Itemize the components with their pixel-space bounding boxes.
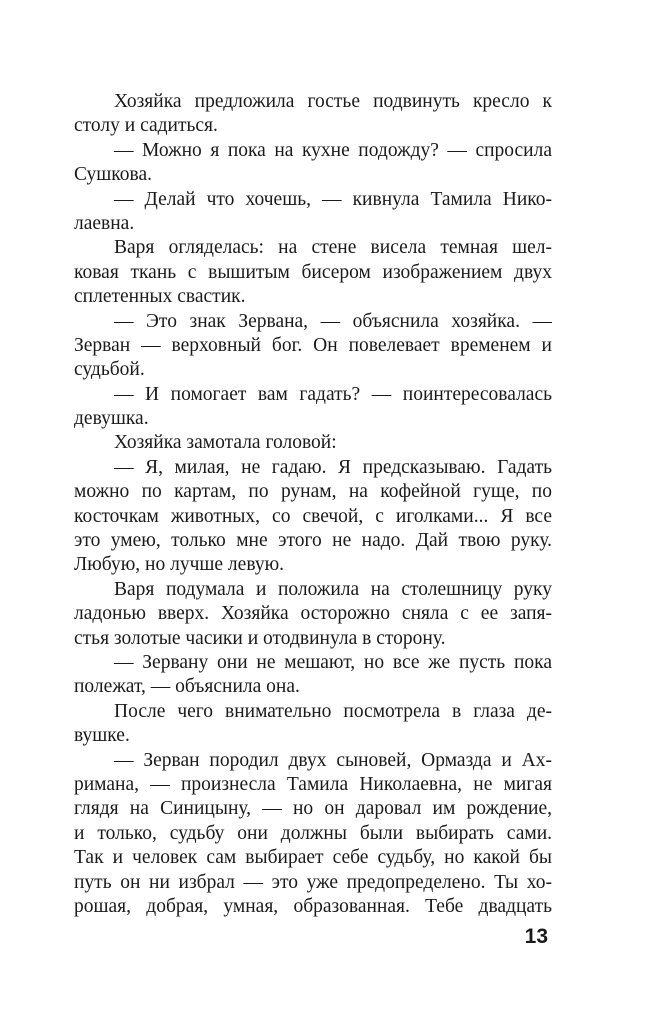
text-line: путь он ни избрал — это уже предопределено. Ты хо-	[74, 871, 552, 893]
text-line: — Делай что хочешь, — кивнула Тамила Нико-	[114, 188, 552, 210]
text-line: полежат, — объяснила она.	[74, 676, 300, 698]
text-line: — Зерван породил двух сыновей, Ормазда и Ах-	[114, 749, 552, 771]
text-line: глядя на Синицыну, — но он даровал им рождение,	[74, 798, 552, 820]
text-line: — Можно я пока на кухне подожду? — спросила	[114, 139, 552, 161]
text-line: — И помогает вам гадать? — поинтересовалась	[114, 383, 552, 405]
text-line: Варя подумала и положила на столешницу руку	[114, 578, 552, 600]
text-line: ковая ткань с вышитым бисером изображением двух	[74, 261, 552, 283]
text-line: лаевна.	[74, 212, 135, 234]
text-line: сплетенных свастик.	[74, 286, 246, 308]
text-line: это умею, только мне этого не надо. Дай твою руку.	[74, 530, 552, 552]
text-line: девушка.	[74, 408, 149, 430]
text-line: можно по картам, по рунам, на кофейной гуще, по	[74, 481, 552, 503]
text-line: ладонью вверх. Хозяйка осторожно сняла с ее запя-	[74, 603, 552, 625]
text-line: и только, судьбу они должны были выбирать сами.	[74, 822, 552, 844]
text-line: Любую, но лучше левую.	[74, 554, 285, 576]
text-line: косточкам животных, со свечой, с иголками... Я все	[74, 505, 552, 527]
text-line: Варя огляделась: на стене висела темная шел-	[114, 237, 552, 259]
text-line: После чего внимательно посмотрела в глаза де-	[114, 700, 552, 722]
text-line: — Это знак Зервана, — объяснила хозяйка. —	[114, 310, 552, 332]
text-line: Хозяйка предложила гостье подвинуть кресло к	[114, 91, 552, 112]
text-line: римана, — произнесла Тамила Николаевна, не мигая	[74, 773, 552, 795]
text-line: Так и человек сам выбирает себе судьбу, но какой бы	[74, 847, 552, 869]
text-line: столу и садиться.	[74, 115, 218, 137]
text-line: рошая, добрая, умная, образованная. Тебе двадцать	[74, 895, 552, 917]
page-number: 13	[524, 925, 548, 948]
body-text	[74, 90, 552, 919]
text-line: стья золотые часики и отодвинула в сторону.	[74, 627, 446, 649]
text-line: Сушкова.	[74, 164, 152, 186]
text-line: вушке.	[74, 725, 130, 747]
text-line: Хозяйка замотала головой:	[114, 432, 337, 454]
text-line: судьбой.	[74, 359, 145, 381]
text-line: — Я, милая, не гадаю. Я предсказываю. Гадать	[114, 456, 552, 478]
text-line: — Зервану они не мешают, но все же пусть пока	[114, 651, 552, 673]
text-line: Зерван — верховный бог. Он повелевает временем и	[74, 334, 552, 356]
